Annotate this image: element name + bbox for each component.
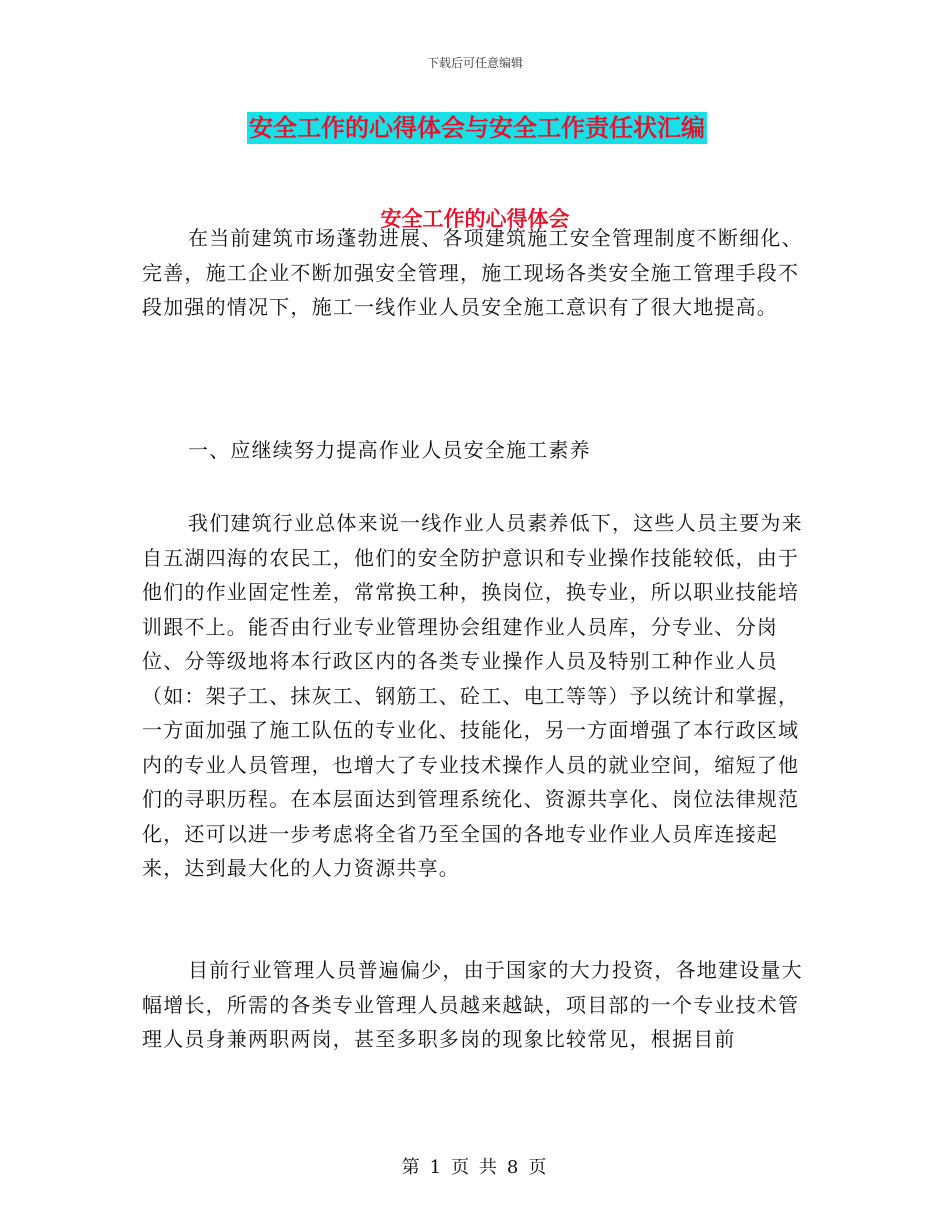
footer-suffix: 页 (528, 1157, 549, 1178)
footer-total-pages: 8 (506, 1157, 521, 1178)
paragraph-body-1: 我们建筑行业总体来说一线作业人员素养低下，这些人员主要为来自五湖四海的农民工，他们的安全防护意识和专业操作技能较低，由于他们的作业固定性差，常常换工种，换岗位，换专业，所以职业技能培训跟不上。能否由行业专业管理协会组建作业人员库，分专业、分岗位、分等级地将本行政区内的各类专业操作人员及特别工种作业人员（如：架子工、抹灰工、钢筋工、砼工、电工等等）予以统计和掌握，一方面加强了施工队伍的专业化、技能化，另一方面增强了本行政区域内的专业人员管理，也增大了专业技术操作人员的就业空间，缩短了他们的寻职历程。在本层面达到管理系统化、资源共享化、岗位法律规范化，还可以进一步考虑将全省乃至全国的各地专业作业人员库连接起来，达到最大化的人力资源共享。 (142, 511, 803, 880)
footer-page-number: 1 (429, 1157, 444, 1178)
section-title: 安全工作的心得体会 (380, 206, 570, 231)
page-header-note: 下载后可任意编辑 (426, 56, 523, 70)
paragraph-body-2: 目前行业管理人员普遍偏少，由于国家的大力投资，各地建设量大幅增长，所需的各类专业管理人员越来越缺，项目部的一个专业技术管理人员身兼两职两岗，甚至多职多岗的现象比较常见，根据目前 (142, 958, 803, 1051)
paragraph-intro: 在当前建筑市场蓬勃进展、各项建筑施工安全管理制度不断细化、完善，施工企业不断加强安全管理，施工现场各类安全施工管理手段不段加强的情况下，施工一线作业人员安全施工意识有了很大地提高。 (142, 226, 803, 319)
footer-prefix: 第 (401, 1157, 422, 1178)
footer-middle: 页 共 (451, 1157, 499, 1178)
page-footer (0, 1153, 950, 1179)
heading-section-1: 一、应继续努力提高作业人员安全施工素养 (188, 438, 591, 462)
document-main-title: 安全工作的心得体会与安全工作责任状汇编 (249, 113, 705, 142)
